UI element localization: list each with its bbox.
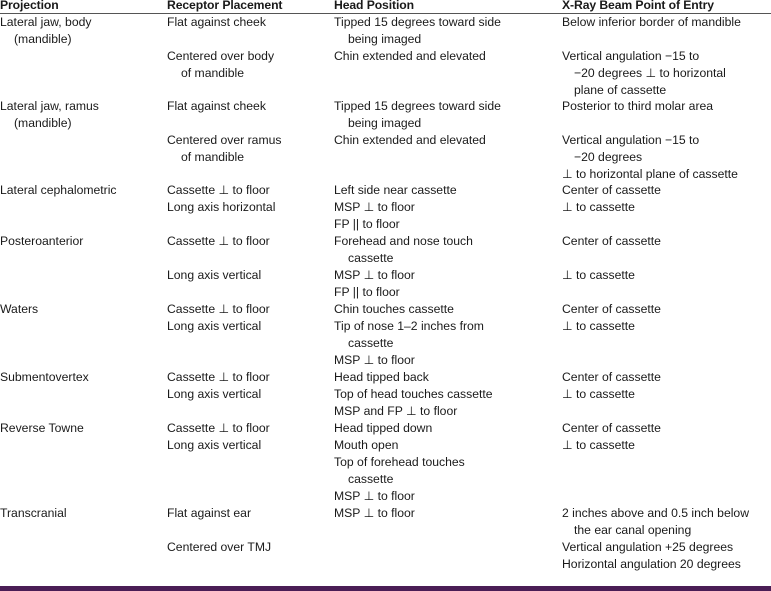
xray-entry-cell: Vertical angulation −15 to <box>562 133 700 147</box>
receptor-cell: Flat against cheek <box>167 99 266 113</box>
head-position-cell: cassette <box>348 251 394 265</box>
receptor-cell: Cassette ⊥ to floor <box>167 183 270 197</box>
xray-entry-cell: ⊥ to cassette <box>562 200 635 214</box>
xray-entry-cell: Center of cassette <box>562 234 661 248</box>
head-position-cell: MSP ⊥ to floor <box>334 489 415 503</box>
head-position-cell: MSP ⊥ to floor <box>334 353 415 367</box>
xray-entry-cell: ⊥ to cassette <box>562 319 635 333</box>
head-position-cell: Head tipped down <box>334 421 433 435</box>
projection-cell: (mandible) <box>14 116 72 130</box>
receptor-cell: of mandible <box>181 66 245 80</box>
head-position-cell: FP || to floor <box>334 285 400 299</box>
head-position-cell: cassette <box>348 336 394 350</box>
projection-cell: Transcranial <box>0 506 67 520</box>
xray-entry-cell: plane of cassette <box>574 83 667 97</box>
xray-entry-cell: Vertical angulation +25 degrees <box>562 540 734 554</box>
xray-entry-cell: Center of cassette <box>562 370 661 384</box>
xray-entry-cell: ⊥ to cassette <box>562 438 635 452</box>
head-position-cell: Chin touches cassette <box>334 302 454 316</box>
xray-entry-cell: Vertical angulation −15 to <box>562 49 700 63</box>
receptor-cell: Cassette ⊥ to floor <box>167 421 270 435</box>
head-position-cell: Top of head touches cassette <box>334 387 493 401</box>
xray-entry-cell: ⊥ to cassette <box>562 387 635 401</box>
receptor-cell: Cassette ⊥ to floor <box>167 234 270 248</box>
receptor-cell: Long axis vertical <box>167 268 262 282</box>
head-position-cell: Top of forehead touches <box>334 455 465 469</box>
receptor-cell: Flat against cheek <box>167 15 266 29</box>
projection-cell: Posteroanterior <box>0 234 84 248</box>
header-projection: Projection <box>0 0 59 12</box>
projection-cell: Lateral jaw, body <box>0 15 92 29</box>
xray-entry-cell: Center of cassette <box>562 421 661 435</box>
projection-cell: (mandible) <box>14 32 72 46</box>
head-position-cell: being imaged <box>348 32 422 46</box>
head-position-cell: Mouth open <box>334 438 399 452</box>
head-position-cell: Left side near cassette <box>334 183 457 197</box>
head-position-cell: MSP ⊥ to floor <box>334 506 415 520</box>
xray-entry-cell: the ear canal opening <box>574 523 692 537</box>
receptor-cell: Centered over TMJ <box>167 540 272 554</box>
xray-entry-cell: ⊥ to cassette <box>562 268 635 282</box>
receptor-cell: Long axis vertical <box>167 438 262 452</box>
projection-cell: Lateral jaw, ramus <box>0 99 99 113</box>
projection-cell: Submentovertex <box>0 370 89 384</box>
bottom-rule <box>0 586 771 591</box>
head-position-cell: being imaged <box>348 116 422 130</box>
xray-entry-cell: Below inferior border of mandible <box>562 15 741 29</box>
receptor-cell: Cassette ⊥ to floor <box>167 370 270 384</box>
head-position-cell: MSP ⊥ to floor <box>334 268 415 282</box>
receptor-cell: Flat against ear <box>167 506 252 520</box>
xray-entry-cell: ⊥ to horizontal plane of cassette <box>562 167 738 181</box>
head-position-cell: MSP ⊥ to floor <box>334 200 415 214</box>
head-position-cell: Chin extended and elevated <box>334 133 486 147</box>
xray-entry-cell: Horizontal angulation 20 degrees <box>562 557 741 571</box>
projection-cell: Reverse Towne <box>0 421 84 435</box>
xray-entry-cell: Center of cassette <box>562 302 661 316</box>
xray-entry-cell: −20 degrees ⊥ to horizontal <box>574 66 726 80</box>
head-position-cell: Tip of nose 1–2 inches from <box>334 319 484 333</box>
head-position-cell: cassette <box>348 472 394 486</box>
head-position-cell: Chin extended and elevated <box>334 49 486 63</box>
head-position-cell: Tipped 15 degrees toward side <box>334 99 501 113</box>
xray-entry-cell: 2 inches above and 0.5 inch below <box>562 506 750 520</box>
head-position-cell: Tipped 15 degrees toward side <box>334 15 501 29</box>
xray-entry-cell: Center of cassette <box>562 183 661 197</box>
header-head-position: Head Position <box>334 0 414 12</box>
xray-entry-cell: −20 degrees <box>574 150 643 164</box>
receptor-cell: Long axis vertical <box>167 387 262 401</box>
header-receptor-placement: Receptor Placement <box>167 0 283 12</box>
receptor-cell: Long axis horizontal <box>167 200 276 214</box>
head-position-cell: Forehead and nose touch <box>334 234 473 248</box>
head-position-cell: Head tipped back <box>334 370 429 384</box>
header-xray-beam-entry: X-Ray Beam Point of Entry <box>562 0 714 12</box>
receptor-cell: of mandible <box>181 150 245 164</box>
head-position-cell: MSP and FP ⊥ to floor <box>334 404 458 418</box>
projection-cell: Waters <box>0 302 39 316</box>
xray-entry-cell: Posterior to third molar area <box>562 99 714 113</box>
projection-cell: Lateral cephalometric <box>0 183 117 197</box>
receptor-cell: Cassette ⊥ to floor <box>167 302 270 316</box>
receptor-cell: Long axis vertical <box>167 319 262 333</box>
receptor-cell: Centered over ramus <box>167 133 282 147</box>
receptor-cell: Centered over body <box>167 49 275 63</box>
head-position-cell: FP || to floor <box>334 217 400 231</box>
